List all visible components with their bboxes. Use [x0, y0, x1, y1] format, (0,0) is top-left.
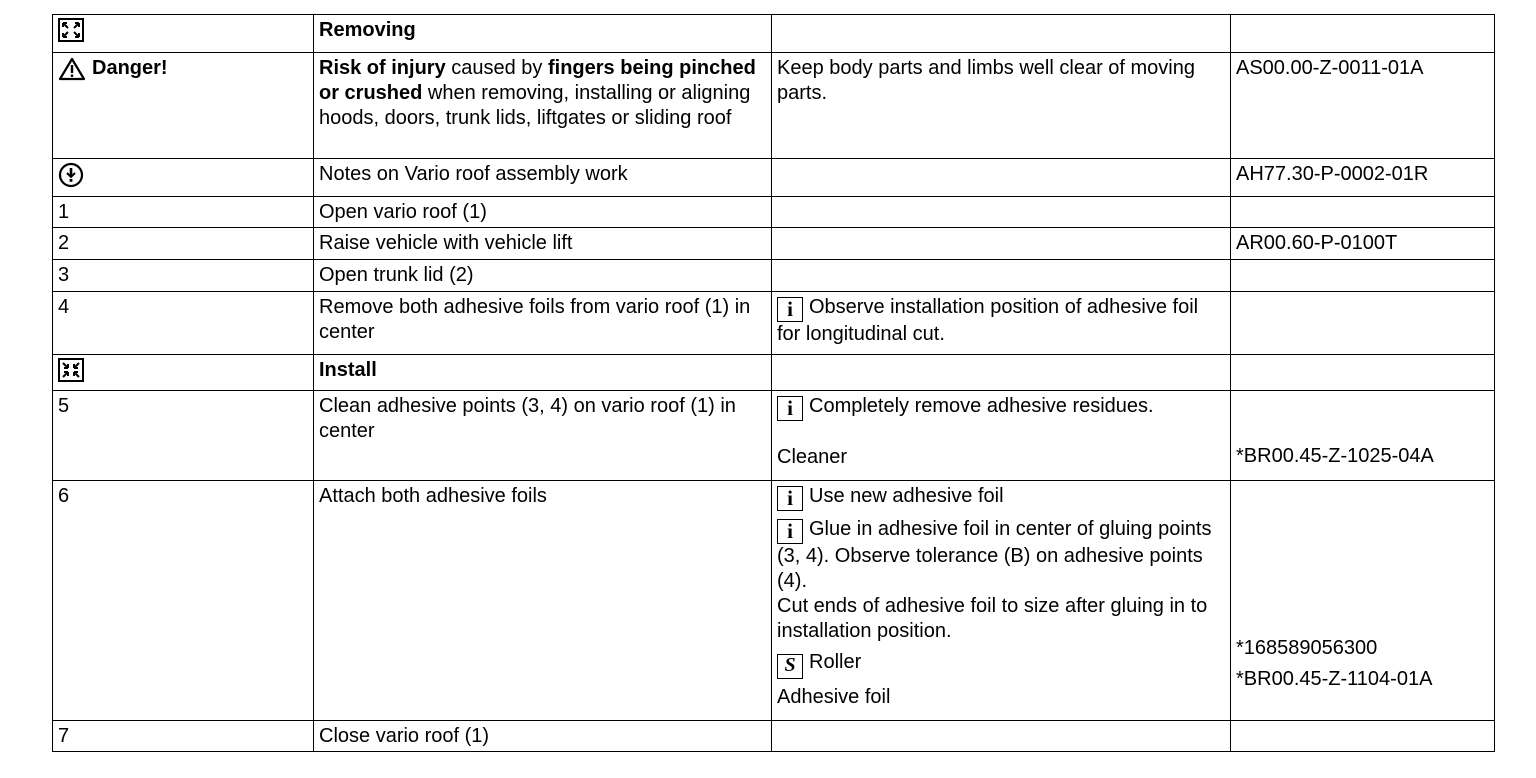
- table-row: 4 Remove both adhesive foils from vario roof (1) in center i Observe installation position of adhesive foil for longitudinal cut.: [53, 292, 1495, 355]
- step-number: 3: [58, 264, 70, 286]
- step-number: 5: [58, 395, 70, 417]
- reference-link[interactable]: AR00.60-P-0100T: [1236, 232, 1398, 254]
- reference-link[interactable]: AS00.00-Z-0011-01A: [1236, 57, 1424, 79]
- step-number: 4: [58, 296, 70, 318]
- warning-triangle-icon: [58, 57, 86, 81]
- special-tool-icon: S: [777, 654, 803, 679]
- table-row: 5 Clean adhesive points (3, 4) on vario roof (1) in center i Completely remove adhesive residues. Cleaner *BR00.45-Z-1025-04A: [53, 391, 1495, 481]
- table-row: 6 Attach both adhesive foils i Use new adhesive foil i Glue in adhesive foil in center of gluing points (3, 4). Observe tolerance (B) on adhesive points (4). Cut ends of adhesive foil to size after gluing in to installation position. S Roller Adhesive foil *168589056300 *BR00.45-Z-1104-01A: [53, 481, 1495, 721]
- reference-link[interactable]: *BR00.45-Z-1104-01A: [1236, 668, 1433, 690]
- tool-name: Roller: [809, 651, 862, 673]
- table-row: [53, 53, 1495, 159]
- table-row: Notes on Vario roof assembly work AH77.30-P-0002-01R: [53, 159, 1495, 197]
- table-row: 1 Open vario roof (1): [53, 197, 1495, 228]
- info-icon: i: [777, 519, 803, 544]
- material-name: Adhesive foil: [777, 686, 891, 708]
- step-number: 2: [58, 232, 70, 254]
- table-row: 2 Raise vehicle with vehicle lift AR00.60-P-0100T: [53, 228, 1495, 260]
- notes-icon: [58, 162, 84, 188]
- table-row: 3 Open trunk lid (2): [53, 260, 1495, 292]
- procedure-table: [52, 14, 1495, 752]
- step-number: 1: [58, 201, 70, 223]
- reference-link[interactable]: AH77.30-P-0002-01R: [1236, 163, 1429, 185]
- section-title-install: Install: [319, 359, 377, 381]
- reference-link[interactable]: *168589056300: [1236, 637, 1378, 659]
- danger-remedy: Keep body parts and limbs well clear of moving parts.: [777, 57, 1195, 104]
- info-icon: i: [777, 297, 803, 322]
- table-row: 7 Close vario roof (1): [53, 721, 1495, 752]
- step-number: 6: [58, 485, 70, 507]
- step-number: 7: [58, 725, 70, 747]
- material-name: Cleaner: [777, 446, 848, 468]
- danger-label: Danger!: [58, 56, 168, 81]
- table-row: [53, 355, 1495, 391]
- info-icon: i: [777, 486, 803, 511]
- section-title-removing: Removing: [319, 19, 416, 41]
- info-icon: i: [777, 396, 803, 421]
- table-row: [53, 15, 1495, 53]
- removal-icon: [58, 18, 84, 42]
- install-icon: [58, 358, 84, 382]
- reference-link[interactable]: *BR00.45-Z-1025-04A: [1236, 445, 1434, 467]
- danger-description: Risk of injury caused by fingers being pinched or crushed when removing, installing or aligning hoods, doors, trunk lids, liftgates or sliding roof: [314, 53, 772, 159]
